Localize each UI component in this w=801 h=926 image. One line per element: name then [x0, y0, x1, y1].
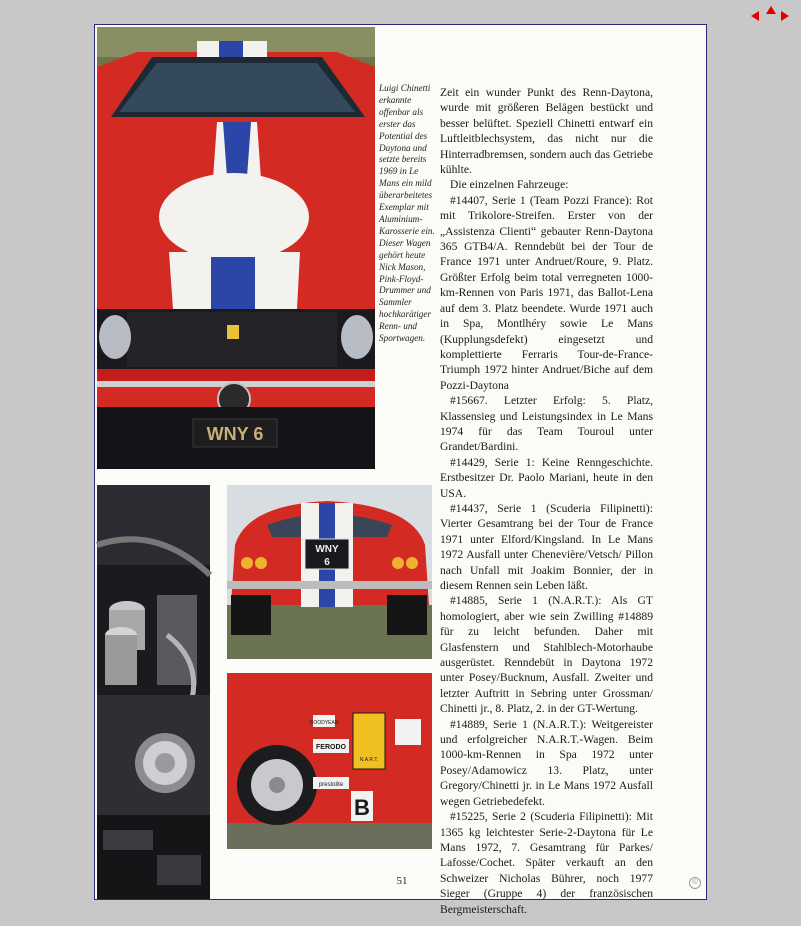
article-paragraph: Zeit ein wunder Punkt des Renn-Daytona, wurde mit größeren Belägen bestückt und besser belüftet. Speziell Chinetti entwarf ein Luftleitblechsystem, das nicht nur die Hinterradbremsen, sondern auch das Getriebe kühlte. [440, 86, 653, 177]
photo-ferrari-front [97, 27, 375, 469]
article-paragraph: #14437, Serie 1 (Scuderia Filipinetti): Vierter Gesamtrang bei der Tour de France 1971 unter Elford/Kingsland. In Le Mans 1972 Ausfall unter Chenevière/Vetsch/ Pillon nach Unfall mit Joakim Bonnier, der in diesem Rennen sein Leben läßt. [440, 501, 653, 592]
article-paragraph: #15667. Letzter Erfolg: 5. Platz, Klassensieg und Leistungsindex in Le Mans 1974 für das Team Touroul unter Grandet/Bardini. [440, 394, 653, 454]
copyright-icon: © [689, 877, 701, 889]
article-paragraph: Die einzelnen Fahrzeuge: [450, 178, 569, 192]
next-page-arrow-icon[interactable] [781, 11, 789, 21]
article-body [440, 85, 653, 917]
article-paragraph: #14429, Serie 1: Keine Renngeschichte. Erstbesitzer Dr. Paolo Mariani, heute in den USA. [440, 455, 653, 500]
sticker-prestolite: prestolite [318, 782, 344, 788]
article-paragraph: #14407, Serie 1 (Team Pozzi France): Rot mit Trikolore-Streifen. Erster von der „Assistenza Clienti“ gebauter Renn-Daytona 365 GTB4/A. Renndebüt bei der Tour de France 1971 unter Andruet/Roure, 9. Platz. Größter Erfolg beim total verregneten 1000-km-Rennen von Paris 1971, das Ballot-Lena auf dem 3. Platz beendete. Wurde 1971 auch in Spa, Montlhéry sowie Le Mans (Kupplungsdefekt) eingesetzt und komplettierte Ferraris Tour-de-France-Triumph 1972 hinter Andruet/Biche auf dem Pozzi-Daytona [440, 193, 653, 392]
photo-ferrari-rear [227, 485, 432, 659]
sticker-nart: N.A.R.T. [359, 757, 379, 763]
magazine-page [94, 24, 707, 916]
photo-ferrari-side-stickers [227, 673, 432, 849]
article-paragraph: #14889, Serie 1 (N.A.R.T.): Weitgereister und erfolgreicher N.A.R.T.-Wagen. Beim 1000-km-Rennen in Spa 1972 unter Posey/Adamowicz 13. Platz, unter Gregory/Chinetti jr. in Le Mans 1972 Ausfall wegen Getriebedefekt. [440, 717, 653, 808]
front-license-plate: WNY 6 [206, 424, 264, 444]
up-arrow-icon[interactable] [766, 6, 776, 14]
navigation-arrows [749, 6, 793, 26]
page-number: 51 [396, 875, 408, 887]
rear-plate-line1: WNY [315, 544, 339, 555]
photo-caption: Luigi Chinetti erkannte offenbar als erster das Potential des Daytona und setzte bereits 1969 in Le Mans ein mild überarbeitetes Exemplar mit Aluminium-Karosserie ein. Dieser Wagen gehört heute Nick Mason, Pink-Floyd-Drummer und Sammler hochkarätiger Renn- und Sportwagen. [379, 83, 435, 344]
sticker-ferodo: FERODO [316, 744, 346, 751]
race-number: B [354, 795, 370, 820]
sticker-goodyear: GOODYEAR [309, 720, 339, 726]
rear-plate-line2: 6 [324, 557, 330, 568]
previous-page-arrow-icon[interactable] [751, 11, 759, 21]
article-paragraph: #15225, Serie 2 (Scuderia Filipinetti): Mit 1365 kg leichtester Serie-2-Daytona für Le Mans 1972, 7. Gesamtrang für Parkes/ Lafosse/Cochet. Später verkauft an den Schweizer Nicholas Bührer, noch 1977 Sieger (Gruppe 4) der französischen Bergmeisterschaft. [440, 810, 653, 916]
article-paragraph: #14885, Serie 1 (N.A.R.T.): Als GT homologiert, aber wie sein Zwilling #14889 für zu leicht befunden. Daher mit Glasfenstern und Stahlblech-Motorhaube ausgerüstet. Renndebüt in Daytona 1972 unter Posey/Bucknum, Ausfall. Zweiter und letzter Auftritt in Sebring unter Grossman/ Chinetti jr., 8. Platz, 2. in der GT-Wertung. [440, 594, 653, 716]
photo-engine-bay [97, 485, 210, 899]
